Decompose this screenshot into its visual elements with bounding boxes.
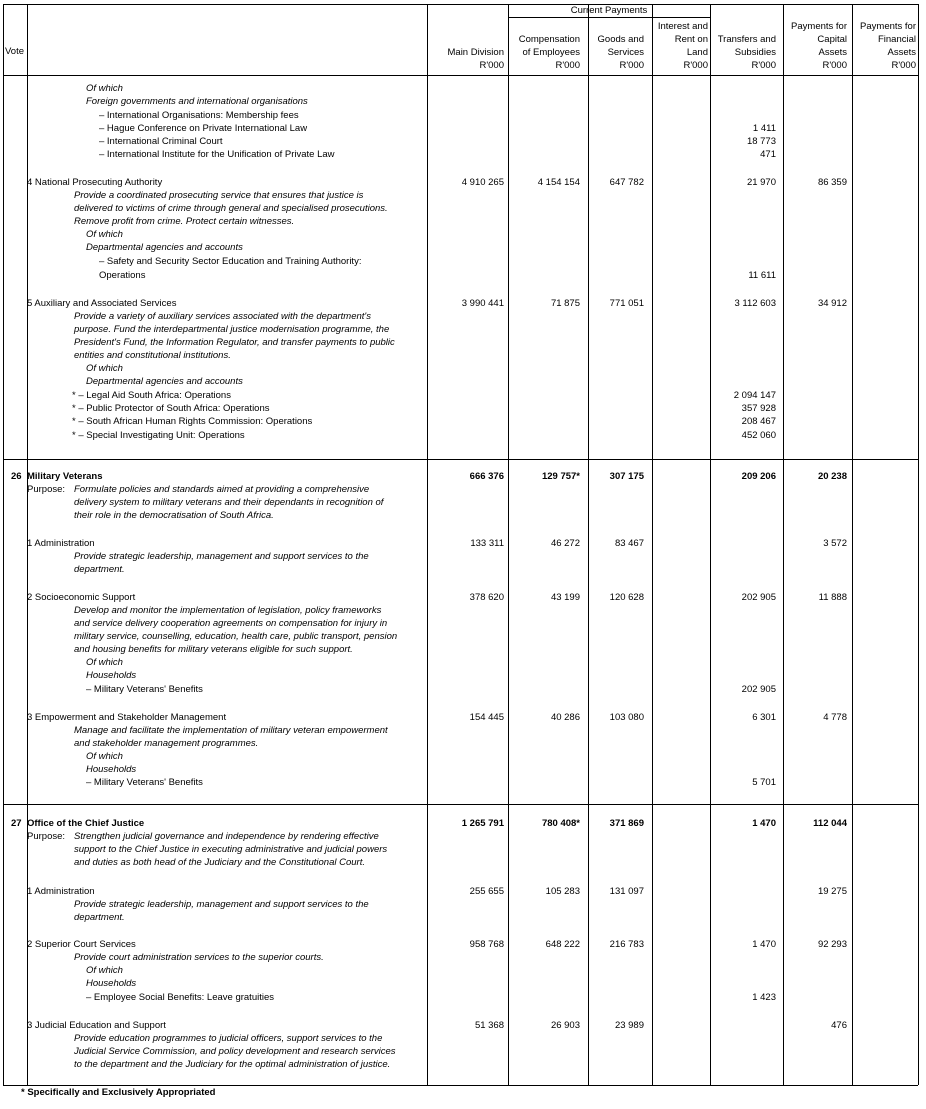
row-rule — [508, 17, 710, 18]
row-label: their role in the democratisation of South Africa. — [74, 510, 274, 521]
amount-comp: 105 283 — [545, 886, 580, 897]
row-label: and housing benefits for military veterans eligible for such support. — [74, 644, 353, 655]
row-label: Of which — [86, 751, 123, 762]
amount-transfers: 2 094 147 — [733, 390, 776, 401]
amount-comp: 129 757* — [541, 471, 580, 482]
amount-capital: 92 293 — [817, 939, 847, 950]
amount-main: 666 376 — [469, 471, 504, 482]
row-label: 3 Judicial Education and Support — [27, 1020, 166, 1031]
amount-capital: 3 572 — [823, 538, 847, 549]
row-label: – Military Veterans' Benefits — [86, 777, 203, 788]
row-label: Provide a variety of auxiliary services associated with the department's — [74, 311, 371, 322]
row-label: support to the Chief Justice in executing administrative and judicial powers — [74, 844, 388, 855]
column-header-capital: Payments for — [791, 21, 847, 32]
amount-main: 378 620 — [469, 592, 504, 603]
row-label: Foreign governments and international organisations — [86, 96, 308, 107]
amount-capital: 11 888 — [818, 592, 847, 603]
amount-transfers: 208 467 — [741, 416, 776, 427]
row-label: 1 Administration — [27, 538, 95, 549]
row-label: Formulate policies and standards aimed at providing a comprehensive — [74, 484, 370, 495]
unit-label-transfers: R'000 — [751, 60, 776, 71]
column-header-main: Main Division — [447, 47, 504, 58]
column-rule — [710, 4, 711, 1085]
unit-label-goods: R'000 — [619, 60, 644, 71]
amount-transfers: 1 411 — [752, 123, 776, 134]
amount-capital: 4 778 — [823, 712, 847, 723]
amount-transfers: 11 611 — [748, 270, 776, 281]
column-header-comp: of Employees — [522, 47, 580, 58]
amount-main: 4 910 265 — [461, 177, 504, 188]
amount-comp: 4 154 154 — [537, 177, 580, 188]
row-label: department. — [74, 564, 125, 575]
vote-number: 27 — [11, 818, 22, 829]
column-header-interest: Land — [686, 47, 708, 58]
row-label: – International Institute for the Unification of Private Law — [99, 149, 335, 160]
column-rule — [783, 4, 784, 1085]
row-label: * – South African Human Rights Commission: Operations — [72, 416, 313, 427]
amount-comp: 40 286 — [550, 712, 580, 723]
appropriation-table — [3, 4, 918, 1085]
unit-label-comp: R'000 — [555, 60, 580, 71]
amount-capital: 476 — [831, 1020, 847, 1031]
vote-title: Office of the Chief Justice — [27, 818, 145, 829]
column-rule — [427, 4, 428, 1085]
amount-transfers: 1 470 — [752, 939, 776, 950]
column-rule — [588, 4, 589, 1085]
row-rule — [3, 459, 918, 460]
row-label: – Safety and Security Sector Education and Training Authority: — [99, 256, 362, 267]
amount-capital: 86 359 — [817, 177, 847, 188]
footnote: * Specifically and Exclusively Appropriated — [21, 1087, 216, 1098]
row-label: and stakeholder management programmes. — [74, 738, 259, 749]
amount-goods: 120 628 — [609, 592, 644, 603]
amount-capital: 20 238 — [817, 471, 847, 482]
row-label: Remove profit from crime. Protect certain witnesses. — [74, 216, 295, 227]
amount-main: 958 768 — [469, 939, 504, 950]
vote-header: Vote — [5, 46, 25, 57]
row-label: Manage and facilitate the implementation of military veteran empowerment — [74, 725, 388, 736]
column-rule — [3, 4, 4, 1085]
column-header-transfers: Subsidies — [734, 47, 776, 58]
amount-transfers: 452 060 — [741, 430, 776, 441]
row-label: Households — [86, 764, 137, 775]
amount-comp: 26 903 — [550, 1020, 580, 1031]
column-header-capital: Assets — [818, 47, 847, 58]
amount-transfers: 209 206 — [741, 471, 776, 482]
row-rule — [3, 75, 918, 76]
amount-main: 51 368 — [474, 1020, 504, 1031]
amount-goods: 216 783 — [609, 939, 644, 950]
amount-goods: 307 175 — [609, 471, 644, 482]
row-label: Judicial Service Commission, and policy development and research services — [74, 1046, 396, 1057]
column-header-interest: Rent on — [674, 34, 708, 45]
vote-number: 26 — [11, 471, 22, 482]
row-rule — [3, 804, 918, 805]
amount-goods: 131 097 — [609, 886, 644, 897]
row-label: * – Legal Aid South Africa: Operations — [72, 390, 231, 401]
amount-transfers: 6 301 — [752, 712, 776, 723]
amount-comp: 71 875 — [550, 298, 580, 309]
unit-label-interest: R'000 — [683, 60, 708, 71]
row-label: delivered to victims of crime through general and specialised prosecutions. — [74, 203, 388, 214]
row-label: entities and constitutional institutions. — [74, 350, 231, 361]
amount-transfers: 202 905 — [741, 592, 776, 603]
row-label: Of which — [86, 965, 123, 976]
row-label: – Hague Conference on Private International Law — [99, 123, 308, 134]
column-header-financial: Financial — [877, 34, 916, 45]
column-rule — [508, 4, 509, 1085]
amount-main: 1 265 791 — [461, 818, 504, 829]
amount-comp: 46 272 — [550, 538, 580, 549]
column-rule — [852, 4, 853, 1085]
row-label: Develop and monitor the implementation of legislation, policy frameworks — [74, 605, 382, 616]
row-label: Provide strategic leadership, management and support services to the — [74, 899, 369, 910]
row-label: Departmental agencies and accounts — [86, 376, 243, 387]
row-label: purpose. Fund the interdepartmental justice modernisation programme, the — [74, 324, 390, 335]
amount-goods: 647 782 — [609, 177, 644, 188]
row-label: Operations — [99, 270, 146, 281]
row-rule — [3, 1085, 918, 1086]
unit-label-financial: R'000 — [891, 60, 916, 71]
column-rule — [918, 4, 919, 1085]
amount-transfers: 471 — [760, 149, 776, 160]
row-label: 4 National Prosecuting Authority — [27, 177, 163, 188]
amount-transfers: 18 773 — [746, 136, 776, 147]
row-label: * – Special Investigating Unit: Operations — [72, 430, 245, 441]
row-label: Of which — [86, 363, 123, 374]
row-label: * – Public Protector of South Africa: Operations — [72, 403, 270, 414]
row-label: 2 Socioeconomic Support — [27, 592, 136, 603]
row-label: to the department and the Judiciary for the optimal administration of justice. — [74, 1059, 391, 1070]
row-label: 1 Administration — [27, 886, 95, 897]
column-header-comp: Compensation — [518, 34, 580, 45]
row-label: – Military Veterans' Benefits — [86, 684, 203, 695]
row-label: and duties as both head of the Judiciary and the Constitutional Court. — [74, 857, 365, 868]
column-header-goods: Services — [607, 47, 644, 58]
amount-transfers: 1 423 — [752, 992, 776, 1003]
row-label: – International Organisations: Membership fees — [99, 110, 299, 121]
row-label: Departmental agencies and accounts — [86, 242, 243, 253]
amount-transfers: 1 470 — [752, 818, 776, 829]
amount-comp: 648 222 — [545, 939, 580, 950]
row-label: Provide a coordinated prosecuting service that ensures that justice is — [74, 190, 364, 201]
row-label: Of which — [86, 657, 123, 668]
row-label: Purpose: — [27, 484, 66, 495]
amount-transfers: 5 701 — [752, 777, 776, 788]
amount-goods: 103 080 — [609, 712, 644, 723]
column-header-transfers: Transfers and — [717, 34, 776, 45]
row-label: 5 Auxiliary and Associated Services — [27, 298, 177, 309]
amount-main: 3 990 441 — [461, 298, 504, 309]
vote-title: Military Veterans — [27, 471, 103, 482]
row-label: Households — [86, 978, 137, 989]
column-header-financial: Assets — [887, 47, 916, 58]
row-label: Of which — [86, 229, 123, 240]
row-label: Purpose: — [27, 831, 66, 842]
column-header-capital: Capital — [817, 34, 847, 45]
row-label: Provide strategic leadership, management and support services to the — [74, 551, 369, 562]
amount-goods: 771 051 — [609, 298, 644, 309]
column-header-interest: Interest and — [657, 21, 708, 32]
amount-goods: 371 869 — [609, 818, 644, 829]
current-payments-header: Current Payments — [570, 5, 648, 16]
row-label: Provide education programmes to judicial officers, support services to the — [74, 1033, 383, 1044]
amount-capital: 112 044 — [813, 818, 847, 829]
row-label: department. — [74, 912, 125, 923]
column-header-goods: Goods and — [597, 34, 644, 45]
amount-main: 255 655 — [469, 886, 504, 897]
row-label: Households — [86, 670, 137, 681]
row-label: Provide court administration services to the superior courts. — [74, 952, 324, 963]
amount-capital: 19 275 — [817, 886, 847, 897]
row-label: Of which — [86, 83, 123, 94]
row-rule — [3, 4, 918, 5]
amount-comp: 43 199 — [550, 592, 580, 603]
amount-transfers: 202 905 — [741, 684, 776, 695]
row-label: – International Criminal Court — [99, 136, 223, 147]
amount-comp: 780 408* — [541, 818, 580, 829]
unit-label-capital: R'000 — [822, 60, 847, 71]
row-label: and service delivery cooperation agreements on compensation for injury in — [74, 618, 388, 629]
row-label: 3 Empowerment and Stakeholder Management — [27, 712, 227, 723]
column-header-financial: Payments for — [860, 21, 916, 32]
amount-main: 133 311 — [470, 538, 504, 549]
amount-transfers: 357 928 — [741, 403, 776, 414]
row-label: military service, counselling, education, health care, public transport, pension — [74, 631, 398, 642]
row-label: 2 Superior Court Services — [27, 939, 136, 950]
amount-transfers: 3 112 603 — [734, 298, 776, 309]
row-label: delivery system to military veterans and their dependants in recognition of — [74, 497, 384, 508]
amount-goods: 23 989 — [614, 1020, 644, 1031]
amount-transfers: 21 970 — [746, 177, 776, 188]
row-label: – Employee Social Benefits: Leave gratuities — [86, 992, 274, 1003]
amount-main: 154 445 — [469, 712, 504, 723]
row-label: President's Fund, the Information Regulator, and transfer payments to public — [74, 337, 395, 348]
row-label: Strengthen judicial governance and independence by rendering effective — [74, 831, 379, 842]
amount-capital: 34 912 — [817, 298, 847, 309]
unit-label-main: R'000 — [479, 60, 504, 71]
amount-goods: 83 467 — [614, 538, 644, 549]
column-rule — [652, 4, 653, 1085]
